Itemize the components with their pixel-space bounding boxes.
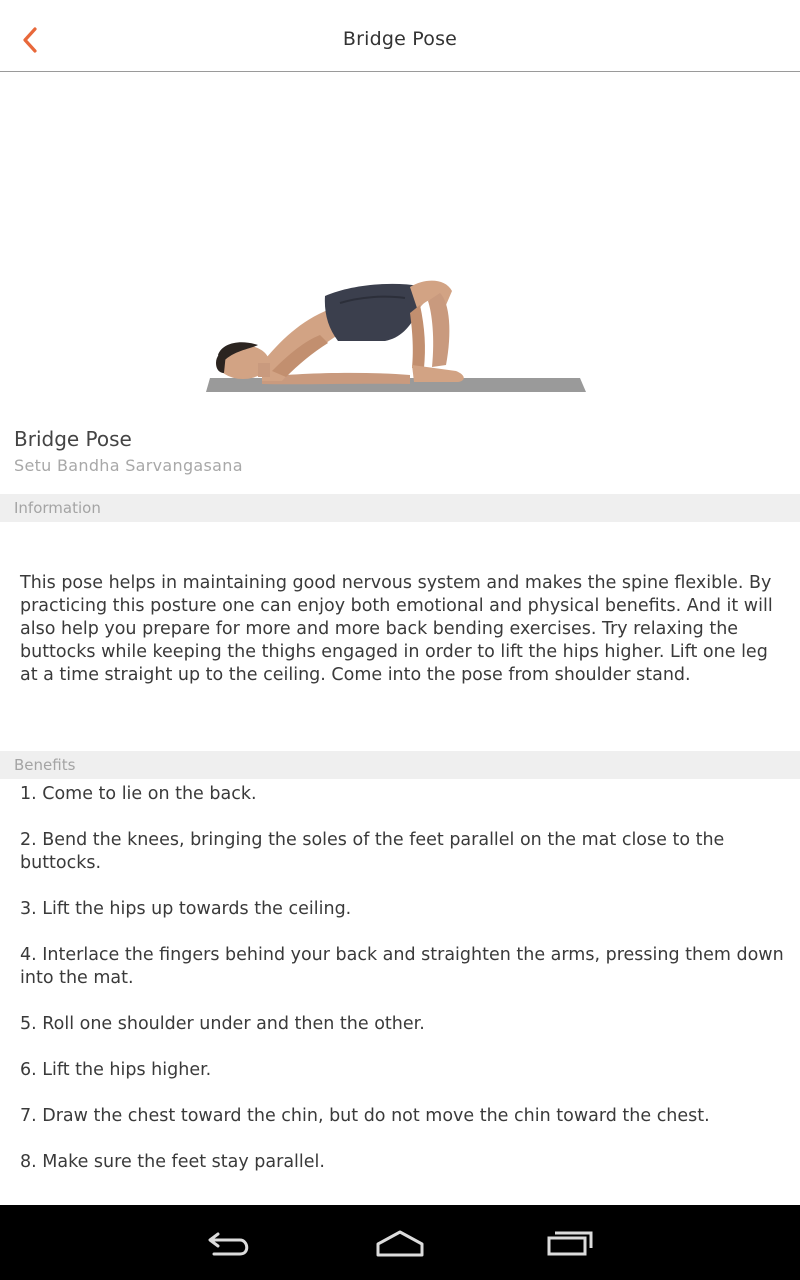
benefits-section-header: Benefits	[0, 751, 800, 779]
benefit-item: 6. Lift the hips higher.	[20, 1060, 212, 1080]
benefit-item: 4. Interlace the fingers behind your back and straighten the arms, pressing them down into the mat.	[20, 945, 784, 988]
information-section-header: Information	[0, 494, 800, 522]
benefit-item: 5. Roll one shoulder under and then the other.	[20, 1014, 425, 1034]
home-icon	[374, 1228, 426, 1258]
pose-sanskrit-name: Setu Bandha Sarvangasana	[14, 456, 243, 475]
pose-name: Bridge Pose	[14, 427, 132, 451]
benefit-item: 3. Lift the hips up towards the ceiling.	[20, 899, 352, 919]
information-text: This pose helps in maintaining good nervous system and makes the spine flexible. By practicing this posture one can enjoy both emotional and physical benefits. And it will also help you prepare for more and more back bending exercises. Try relaxing the buttocks while keeping the thighs engaged in order to lift the hips higher. Lift one leg at a time straight up to the ceiling. Come into the pose from shoulder stand.	[20, 573, 773, 685]
benefit-item: 2. Bend the knees, bringing the soles of the feet parallel on the mat close to the buttocks.	[20, 830, 725, 873]
nav-home-button[interactable]	[370, 1223, 430, 1263]
nav-recents-button[interactable]	[540, 1223, 600, 1263]
page-title: Bridge Pose	[342, 28, 458, 50]
benefit-item: 7. Draw the chest toward the chin, but do not move the chin toward the chest.	[20, 1106, 710, 1126]
top-app-bar	[0, 0, 800, 72]
system-navigation-bar	[0, 1205, 800, 1280]
benefits-list	[20, 783, 790, 1205]
back-arrow-icon	[206, 1228, 254, 1258]
nav-back-button[interactable]	[200, 1223, 260, 1263]
pose-image	[0, 73, 800, 413]
pose-illustration	[0, 73, 800, 413]
benefit-item: 8. Make sure the feet stay parallel.	[20, 1152, 325, 1172]
benefit-item: 1. Come to lie on the back.	[20, 784, 257, 804]
recent-apps-icon	[545, 1228, 595, 1258]
